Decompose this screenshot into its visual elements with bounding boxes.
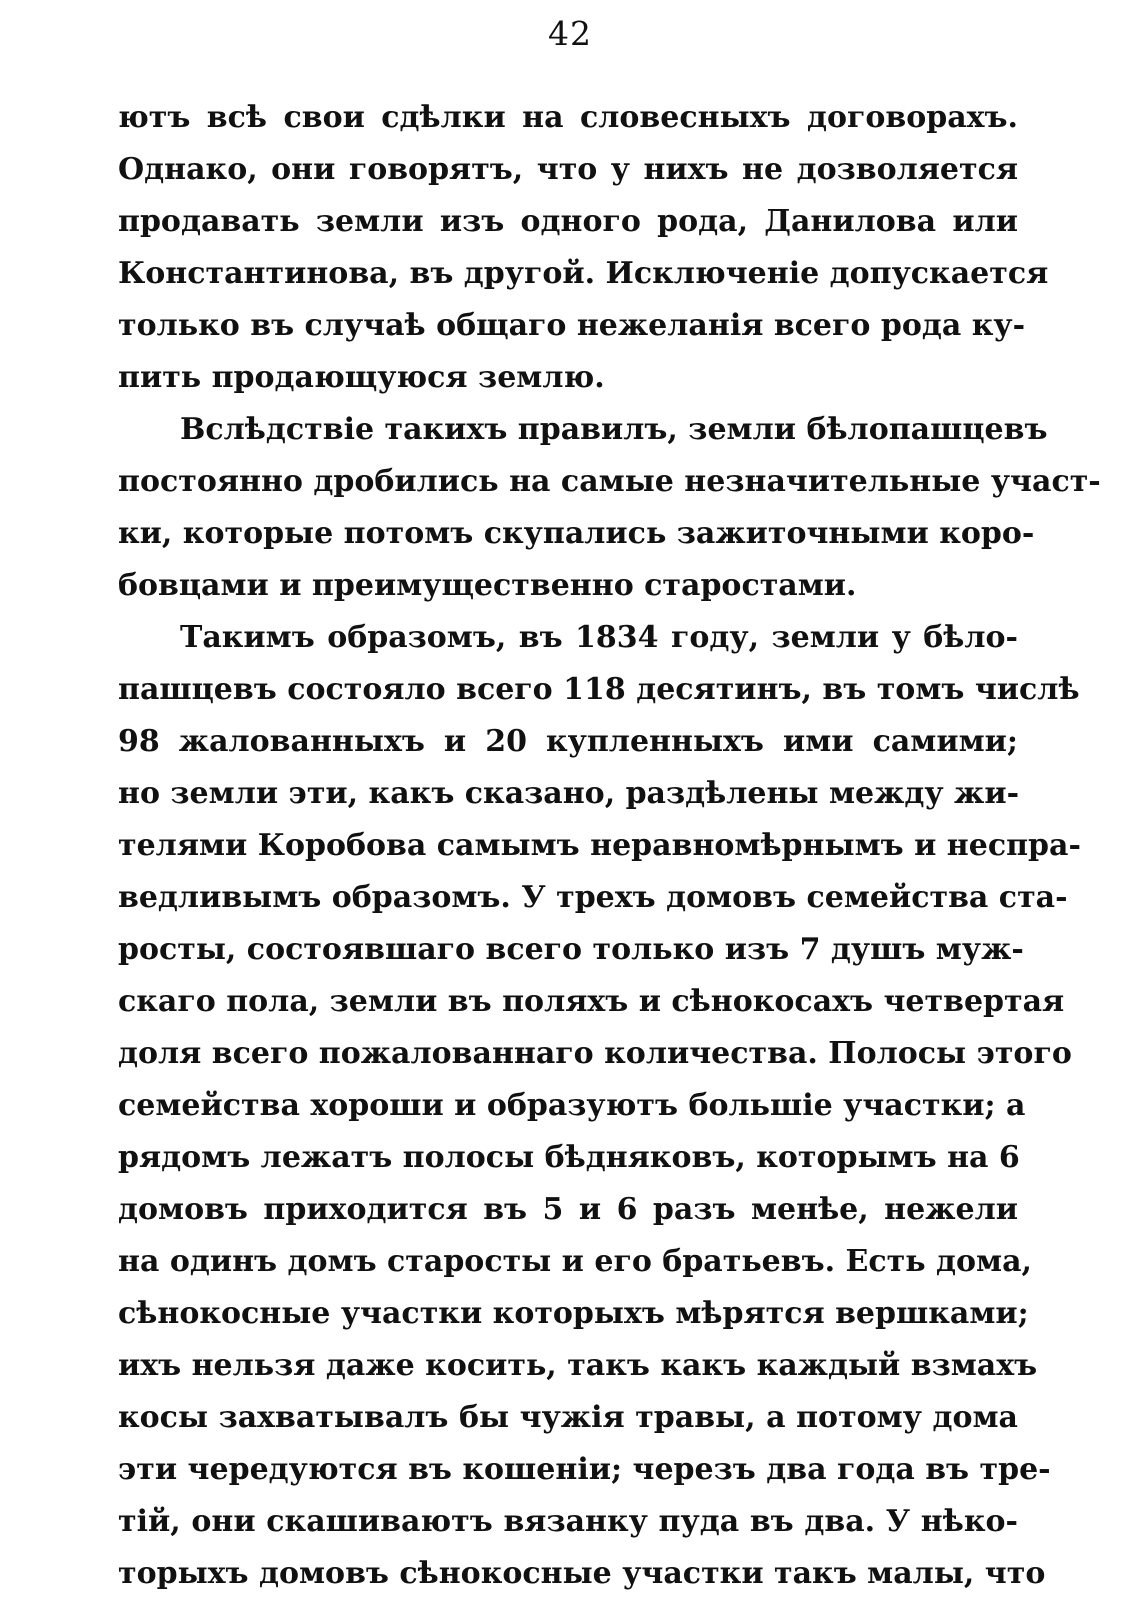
- paragraph-3: [118, 612, 1081, 1600]
- text-line: Однако, они говорятъ, что у нихъ не дозволяется: [118, 152, 1018, 187]
- body-text: [118, 92, 1101, 1600]
- text-line: Константинова, въ другой. Исключеніе допускается: [118, 256, 1049, 291]
- text-line: бовцами и преимущественно старостами.: [118, 568, 857, 603]
- text-line: ведливымъ образомъ. У трехъ домовъ семейства ста-: [118, 880, 1068, 915]
- text-line: косы захватывалъ бы чужія травы, а потому дома: [118, 1400, 1018, 1435]
- paragraph-2: [118, 404, 1101, 612]
- text-line: торыхъ домовъ сѣнокосные участки такъ малы, что: [118, 1556, 1046, 1591]
- text-line: продавать земли изъ одного рода, Данилова или: [118, 204, 1018, 239]
- text-line: только въ случаѣ общаго нежеланія всего рода ку-: [118, 308, 1026, 343]
- text-line: Такимъ образомъ, въ 1834 году, земли у бѣло-: [180, 620, 1018, 655]
- text-line: доля всего пожалованнаго количества. Полосы этого: [118, 1036, 1072, 1071]
- text-line: ихъ нельзя даже косить, такъ какъ каждый взмахъ: [118, 1348, 1038, 1383]
- text-line: телями Коробова самымъ неравномѣрнымъ и неспра-: [118, 828, 1081, 863]
- text-line: скаго пола, земли въ поляхъ и сѣнокосахъ четвертая: [118, 984, 1065, 1019]
- text-line: эти чередуются въ кошеніи; черезъ два года въ тре-: [118, 1452, 1051, 1487]
- text-line: пашцевъ состояло всего 118 десятинъ, въ томъ числѣ: [118, 672, 1080, 707]
- text-line: пить продающуюся землю.: [118, 360, 605, 395]
- page-number: 42: [548, 14, 592, 53]
- text-line: росты, состоявшаго всего только изъ 7 душъ муж-: [118, 932, 1024, 967]
- text-line: семейства хороши и образуютъ большіе участки; а: [118, 1088, 1026, 1123]
- paragraph-1: [118, 92, 1049, 404]
- text-line: ки, которые потомъ скупались зажиточными коро-: [118, 516, 1035, 551]
- text-line: но земли эти, какъ сказано, раздѣлены между жи-: [118, 776, 1020, 811]
- text-line: на одинъ домъ старосты и его братьевъ. Есть дома,: [118, 1244, 1032, 1279]
- text-line: ютъ всѣ свои сдѣлки на словесныхъ договорахъ.: [118, 100, 1018, 135]
- text-line: домовъ приходится въ 5 и 6 разъ менѣе, нежели: [118, 1192, 1018, 1227]
- text-line: 98 жалованныхъ и 20 купленныхъ ими самими;: [118, 724, 1018, 759]
- text-line: рядомъ лежатъ полосы бѣдняковъ, которымъ на 6: [118, 1140, 1020, 1175]
- text-line: тій, они скашиваютъ вязанку пуда въ два. У нѣко-: [118, 1504, 1018, 1539]
- text-line: сѣнокосные участки которыхъ мѣрятся вершками;: [118, 1296, 1029, 1331]
- text-line: Вслѣдствіе такихъ правилъ, земли бѣлопашцевъ: [180, 412, 1048, 447]
- text-line: постоянно дробились на самые незначительные участ-: [118, 464, 1101, 499]
